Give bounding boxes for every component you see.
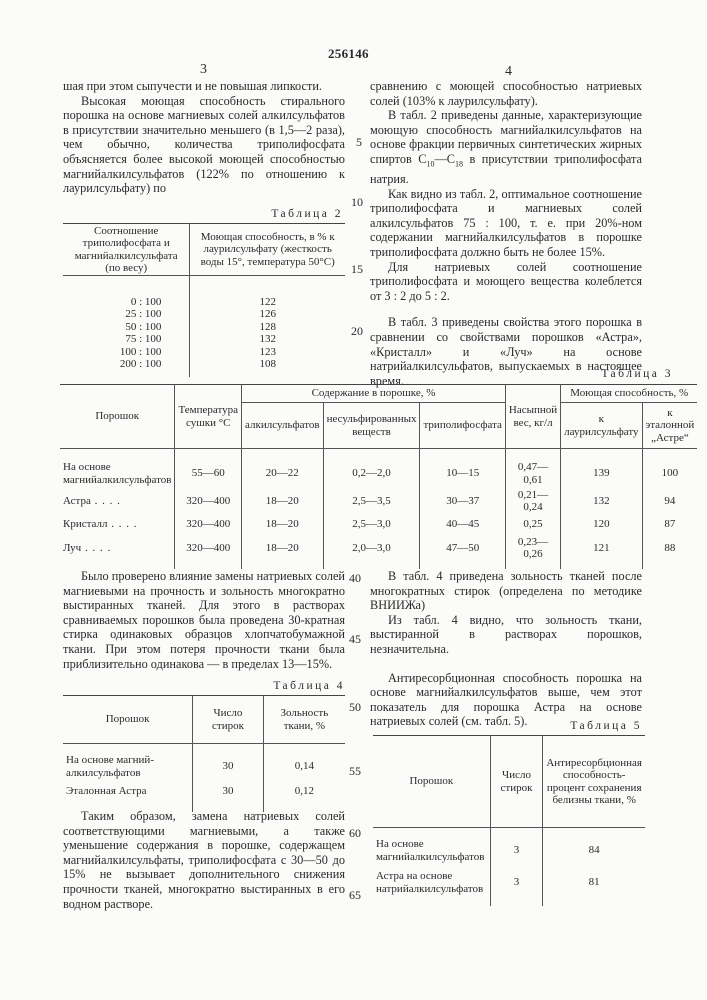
table3-header-astra: к эталонной „Астре“ bbox=[642, 403, 697, 449]
paragraph: Как видно из табл. 2, оптимальное соотношение триполифосфата и магниевых солей алкилсульфатов 75 : 100, т. е. при 20%-ном содержании магнийалкилсульфатов в порошке триполифосфата должно быть не более 15%. bbox=[370, 186, 642, 259]
paragraph: В табл. 3 приведены свойства этого порошка в сравнении со свойствами порошков «Астра», «Кристалл» и «Луч» на основе натрийалкилсульфатов, выпускаемых в настоящее время. bbox=[370, 315, 642, 388]
right-column-text-2 bbox=[370, 569, 642, 729]
table-row: 200 : 100 108 bbox=[63, 358, 345, 371]
table2-caption: Таблица 2 bbox=[271, 208, 343, 220]
table5 bbox=[373, 735, 645, 906]
table5-header: Порошок bbox=[409, 775, 454, 788]
paragraph: Таким образом, замена натриевых солей соответствующими магниевыми, а также уменьшение содержания в порошке, содержащем магнийалкилсульфаты, триполифосфата с 30—50 до 15% не вызывает дополнительного снижения прочности тканей, многократно выстиранных в его водном растворе. bbox=[63, 809, 345, 911]
left-column-text-3 bbox=[63, 809, 345, 911]
table4-header: Порошок bbox=[105, 713, 150, 726]
line-number: 5 bbox=[356, 135, 362, 149]
table5-caption: Таблица 5 bbox=[570, 720, 642, 732]
table-row: 50 : 100 128 bbox=[63, 321, 345, 334]
table-row: Луч . . . . 320—400 18—20 2,0—3,0 47—50 0,23—0,26 121 88 bbox=[60, 536, 697, 561]
line-number: 50 bbox=[349, 700, 361, 714]
table4-header: Число стирок bbox=[193, 696, 264, 744]
table-row: Эталонная Астра 30 0,12 bbox=[63, 782, 345, 802]
line-number: 15 bbox=[351, 262, 363, 276]
line-number: 55 bbox=[349, 764, 361, 778]
line-number: 10 bbox=[351, 195, 363, 209]
table3 bbox=[60, 384, 697, 569]
table3-header-tripoly: триполифосфата bbox=[420, 403, 505, 449]
table-row: 75 : 100 132 bbox=[63, 333, 345, 346]
table5-header: Число стирок bbox=[490, 736, 543, 828]
table-row: Кристалл . . . . 320—400 18—20 2,5—3,0 40—45 0,25 120 87 bbox=[60, 514, 697, 536]
table3-header-detergency: Моющая способность, % bbox=[561, 385, 698, 403]
table3-header-content: Содержание в порошке, % bbox=[242, 385, 506, 403]
line-number: 45 bbox=[349, 632, 361, 646]
table3-header-temp: Температура сушки °С bbox=[175, 385, 242, 449]
left-column-text-2 bbox=[63, 569, 345, 671]
table5-header: Антиресорбционная способность-процент сохранения белизны ткани, % bbox=[543, 736, 645, 828]
line-number: 60 bbox=[349, 826, 361, 840]
table-row: Астра . . . . 320—400 18—20 2,5—3,5 30—37 0,21—0,24 132 94 bbox=[60, 489, 697, 514]
patent-number: 256146 bbox=[328, 46, 369, 61]
right-column-text-1 bbox=[370, 79, 642, 388]
table4-header: Зольность ткани, % bbox=[263, 696, 345, 744]
table2-header: Соотношение триполифосфата и магнийалкилсульфата (по весу) bbox=[74, 224, 178, 274]
table-row: 0 : 100 122 bbox=[63, 296, 345, 309]
left-column-text-1 bbox=[63, 79, 345, 196]
table4-caption: Таблица 4 bbox=[273, 680, 345, 692]
table-row: 25 : 100 126 bbox=[63, 308, 345, 321]
table3-header-powder: Порошок bbox=[60, 385, 175, 449]
table3-header-lauryl: к лаурилсульфату bbox=[561, 403, 642, 449]
paragraph: В табл. 4 приведена зольность тканей после многократных стирок (определена по методике ВНИИЖа) bbox=[370, 569, 642, 613]
table-row: 100 : 100 123 bbox=[63, 346, 345, 359]
paragraph: сравнению с моющей способностью натриевых солей (103% к лаурилсульфату). bbox=[370, 79, 642, 108]
table4 bbox=[63, 695, 345, 812]
table3-header-unsulf: несульфированных веществ bbox=[323, 403, 420, 449]
left-column-number: 3 bbox=[200, 62, 207, 77]
table2-header: Моющая способность, в % к лаурилсульфату (жесткость воды 15°, температура 50°C) bbox=[190, 224, 345, 276]
right-column-number: 4 bbox=[505, 64, 512, 79]
paragraph: В табл. 2 приведены данные, характеризующие моющую способность магнийалкилсульфатов на основе фракции первичных синтетических жирных спиртов $C_{10}—C_{18}$ в присутствии триполифосфата натрия. bbox=[370, 108, 642, 187]
table-row: Астра на основе натрийалкилсульфатов 3 81 bbox=[373, 868, 645, 898]
table-row: На основе магний-алкилсульфатов 30 0,14 bbox=[63, 752, 345, 782]
table3-caption: Таблица 3 bbox=[601, 368, 673, 380]
table3-header-bulk: Насыпной вес, кг/л bbox=[505, 385, 560, 449]
paragraph: Для натриевых солей соотношение триполифосфата и моющего вещества колеблется от 3 : 2 до 5 : 2. bbox=[370, 259, 642, 303]
table3-header-alkyl: алкилсульфатов bbox=[242, 403, 324, 449]
table2 bbox=[63, 223, 345, 377]
paragraph: Антиресорбционная способность порошка на основе магнийалкилсульфатов выше, чем этот показатель для порошка Астра на основе натриевых солей (см. табл. 5). bbox=[370, 670, 642, 729]
table-row: На основе магнийалкилсульфатов 55—60 20—22 0,2—2,0 10—15 0,47—0,61 139 100 bbox=[60, 459, 697, 489]
paragraph: Было проверено влияние замены натриевых солей магниевыми на прочность и зольность многократно выстиранных тканей. Для этого в растворах сравниваемых порошков была проведена 30-кратная стирка одинаковых образцов хлопчатобумажной ткани. При этом потеря прочности ткани была приблизительно одинакова — в пределах 13—15%. bbox=[63, 569, 345, 671]
line-number: 40 bbox=[349, 571, 361, 585]
line-number: 20 bbox=[351, 324, 363, 338]
table-row: На основе магнийалкилсульфатов 3 84 bbox=[373, 834, 645, 868]
paragraph: Из табл. 4 видно, что зольность ткани, выстиранной в растворах порошков, незначительна. bbox=[370, 612, 642, 656]
paragraph: шая при этом сыпучести и не повышая липкости. bbox=[63, 79, 322, 93]
line-number: 65 bbox=[349, 888, 361, 902]
paragraph: Высокая моющая способность стирального порошка на основе магниевых солей алкилсульфатов в присутствии значительно меньшего (в 1,5—2 раза), чем обычно, количества триполифосфата объясняется более высокой моющей способностью магнийалкилсульфатов (122% по отношению к лаурилсульфату) по bbox=[63, 93, 345, 196]
